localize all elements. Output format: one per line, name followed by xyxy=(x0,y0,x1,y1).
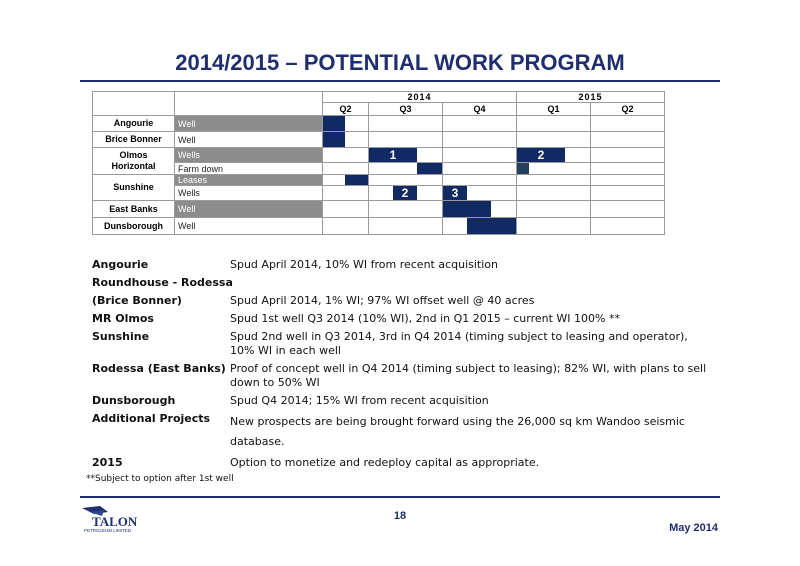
timeline-bar xyxy=(517,163,530,174)
note-label: 2015 xyxy=(92,456,123,469)
timeline-bar xyxy=(323,116,345,131)
timeline-bar: 1 xyxy=(369,148,417,162)
footer-date: May 2014 xyxy=(669,522,718,534)
activity-label: Wells xyxy=(175,186,323,201)
year-header-2014: 2014 xyxy=(323,92,517,103)
header-blank xyxy=(175,92,323,116)
note-label: Angourie xyxy=(92,258,149,271)
note-label: Additional Projects xyxy=(92,412,211,425)
note-row xyxy=(92,258,712,272)
note-label: Roundhouse - Rodessa xyxy=(92,276,233,289)
timeline-bar xyxy=(467,218,517,234)
note-text: Spud April 2014, 1% WI; 97% WI offset well @ 40 acres xyxy=(230,294,535,307)
quarter-header: Q2 xyxy=(323,103,369,116)
activity-label: Wells xyxy=(175,148,323,163)
project-name: East Banks xyxy=(93,201,175,218)
project-name: Brice Bonner xyxy=(93,132,175,148)
gantt-chart xyxy=(92,91,665,235)
timeline-bar: 3 xyxy=(443,186,467,200)
note-text: Proof of concept well in Q4 2014 (timing subject to leasing); 82% WI, with plans to sell down to 50% WI xyxy=(230,362,707,389)
activity-label: Well xyxy=(175,218,323,235)
note-text: Spud 1st well Q3 2014 (10% WI), 2nd in Q1 2015 – current WI 100% ** xyxy=(230,312,620,325)
note-row xyxy=(92,312,712,326)
quarter-header: Q1 xyxy=(517,103,591,116)
note-text: Option to monetize and redeploy capital as appropriate. xyxy=(230,456,540,469)
project-name: Dunsborough xyxy=(93,218,175,235)
project-notes xyxy=(92,258,712,474)
project-name: Olmos Horizontal xyxy=(93,148,175,175)
header-blank xyxy=(93,92,175,116)
activity-label: Farm down xyxy=(175,163,323,175)
project-name: Angourie xyxy=(93,116,175,132)
note-row xyxy=(92,276,712,290)
logo-name: TALON xyxy=(92,514,138,529)
quarter-header: Q4 xyxy=(443,103,517,116)
timeline-bar xyxy=(443,201,491,217)
year-header-2015: 2015 xyxy=(517,92,665,103)
note-row xyxy=(92,412,712,452)
timeline-bar xyxy=(417,163,443,174)
footer-rule xyxy=(80,496,720,498)
quarter-header: Q2 xyxy=(591,103,665,116)
note-row xyxy=(92,330,712,358)
note-label: Rodessa (East Banks) xyxy=(92,362,226,375)
page-title: 2014/2015 – POTENTIAL WORK PROGRAM xyxy=(175,50,625,75)
timeline-bar: 2 xyxy=(393,186,417,200)
logo-sub: PETROLEUM LIMITED xyxy=(84,528,132,533)
timeline-bar xyxy=(345,175,369,185)
activity-label: Leases xyxy=(175,175,323,186)
note-label: Sunshine xyxy=(92,330,150,343)
note-text: Spud 2nd well in Q3 2014, 3rd in Q4 2014 (timing subject to leasing and operator), 10% WI in each well xyxy=(230,330,688,357)
footnote: **Subject to option after 1st well xyxy=(86,474,234,484)
note-row xyxy=(92,362,712,390)
quarter-header: Q3 xyxy=(369,103,443,116)
page-number: 18 xyxy=(393,510,407,522)
note-text xyxy=(233,276,712,290)
timeline-bar xyxy=(323,132,345,147)
note-row xyxy=(92,456,712,470)
note-row xyxy=(92,394,712,408)
note-text: New prospects are being brought forward using the 26,000 sq km Wandoo seismic database. xyxy=(230,415,685,448)
note-label: Dunsborough xyxy=(92,394,176,407)
timeline-bar: 2 xyxy=(517,148,565,162)
title-underline xyxy=(80,80,720,82)
note-row xyxy=(92,294,712,308)
activity-label: Well xyxy=(175,132,323,148)
activity-label: Well xyxy=(175,116,323,132)
note-text: Spud Q4 2014; 15% WI from recent acquisition xyxy=(230,394,489,407)
activity-label: Well xyxy=(175,201,323,218)
note-text: Spud April 2014, 10% WI from recent acquisition xyxy=(230,258,499,271)
note-label: (Brice Bonner) xyxy=(92,294,182,307)
note-label: MR Olmos xyxy=(92,312,154,325)
project-name: Sunshine xyxy=(93,175,175,201)
